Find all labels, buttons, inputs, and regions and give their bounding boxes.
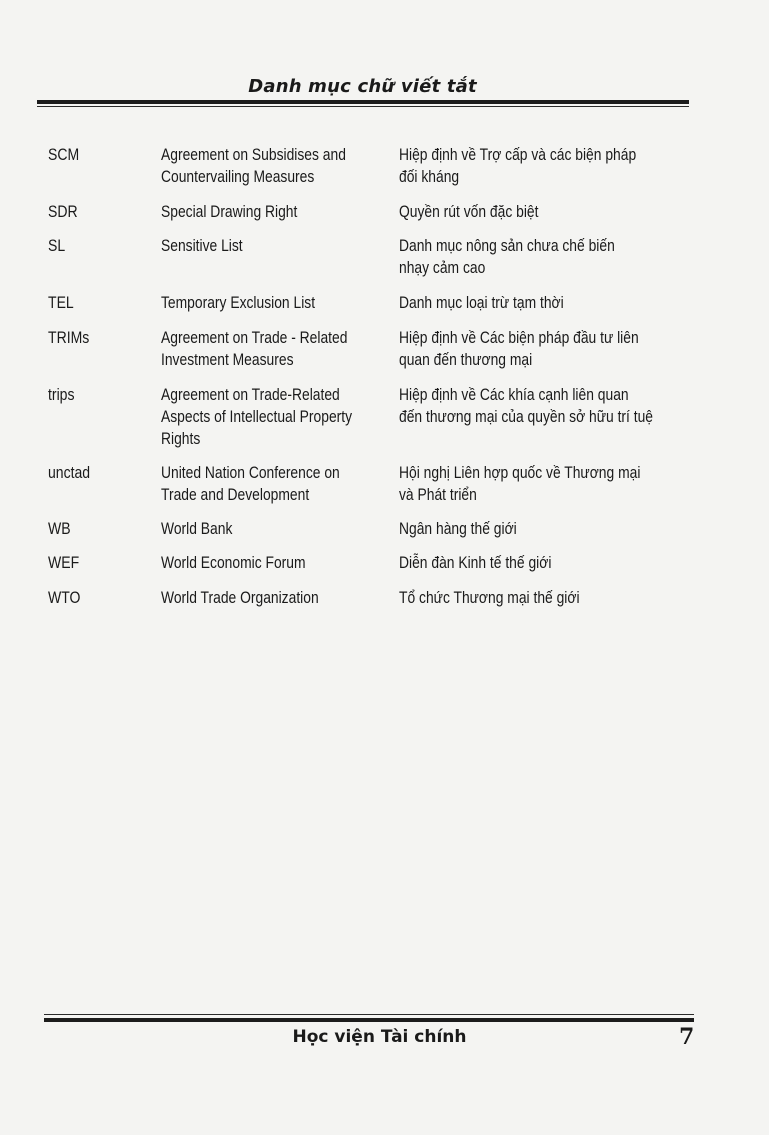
english-line: United Nation Conference on: [161, 464, 340, 482]
footer-institution: Học viện Tài chính: [292, 1027, 467, 1047]
english-line: Trade and Development: [161, 486, 310, 504]
english-line: World Trade Organization: [161, 589, 319, 607]
english-term: [161, 201, 379, 223]
abbreviation: SL: [48, 237, 66, 255]
vietnamese-line: Hiệp định về Trợ cấp và các biện pháp: [399, 146, 637, 164]
vietnamese-term: [399, 327, 680, 371]
english-term: [161, 327, 379, 371]
english-line: World Bank: [161, 520, 233, 538]
vietnamese-line: Ngân hàng thế giới: [399, 520, 517, 538]
english-line: Rights: [161, 430, 201, 448]
header-rule-thick: [37, 100, 689, 104]
english-term: [161, 235, 379, 257]
english-line: Countervailing Measures: [161, 168, 315, 186]
english-term: [161, 552, 379, 574]
abbreviation: WTO: [48, 589, 81, 607]
abbreviation: WB: [48, 520, 71, 538]
english-term: [161, 518, 379, 540]
english-line: Agreement on Trade-Related: [161, 386, 340, 404]
english-term: [161, 144, 379, 188]
footer-rule-thick: [44, 1018, 694, 1022]
vietnamese-line: đến thương mại của quyền sở hữu trí tuệ: [399, 408, 654, 426]
english-term: [161, 384, 379, 450]
english-line: Special Drawing Right: [161, 203, 298, 221]
page-title: Danh mục chữ viết tắt: [248, 76, 477, 97]
footer-rule-thin: [44, 1014, 694, 1015]
abbreviation: SDR: [48, 203, 78, 221]
vietnamese-term: [399, 462, 680, 506]
header-rule-thin: [37, 106, 689, 107]
vietnamese-line: Danh mục loại trừ tạm thời: [399, 294, 564, 312]
abbreviation: trips: [48, 386, 75, 404]
english-line: World Economic Forum: [161, 554, 306, 572]
abbreviation: TEL: [48, 294, 74, 312]
vietnamese-line: nhạy cảm cao: [399, 259, 486, 277]
abbreviation: unctad: [48, 464, 91, 482]
vietnamese-line: và Phát triển: [399, 486, 477, 504]
english-line: Agreement on Subsidises and: [161, 146, 346, 164]
english-line: Investment Measures: [161, 351, 294, 369]
english-term: [161, 462, 379, 506]
vietnamese-term: [399, 235, 680, 279]
vietnamese-term: [399, 587, 680, 609]
vietnamese-line: Diễn đàn Kinh tế thế giới: [399, 554, 552, 572]
vietnamese-line: đối kháng: [399, 168, 460, 186]
page-number: 7: [679, 1024, 695, 1050]
vietnamese-term: [399, 201, 680, 223]
english-line: Aspects of Intellectual Property: [161, 408, 353, 426]
abbreviation: TRIMs: [48, 329, 90, 347]
english-line: Agreement on Trade - Related: [161, 329, 348, 347]
vietnamese-term: [399, 384, 680, 428]
english-line: Temporary Exclusion List: [161, 294, 316, 312]
vietnamese-line: Danh mục nông sản chưa chế biến: [399, 237, 615, 255]
vietnamese-term: [399, 518, 680, 540]
abbreviation: SCM: [48, 146, 80, 164]
vietnamese-term: [399, 552, 680, 574]
vietnamese-term: [399, 292, 680, 314]
abbreviation: WEF: [48, 554, 80, 572]
vietnamese-line: quan đến thương mại: [399, 351, 533, 369]
english-term: [161, 587, 379, 609]
english-term: [161, 292, 379, 314]
english-line: Sensitive List: [161, 237, 243, 255]
vietnamese-line: Hiệp định về Các biện pháp đầu tư liên: [399, 329, 639, 347]
vietnamese-line: Quyền rút vốn đặc biệt: [399, 203, 539, 221]
vietnamese-line: Hiệp định về Các khía cạnh liên quan: [399, 386, 629, 404]
vietnamese-term: [399, 144, 680, 188]
vietnamese-line: Tổ chức Thương mại thế giới: [399, 589, 580, 607]
vietnamese-line: Hội nghị Liên hợp quốc về Thương mại: [399, 464, 641, 482]
